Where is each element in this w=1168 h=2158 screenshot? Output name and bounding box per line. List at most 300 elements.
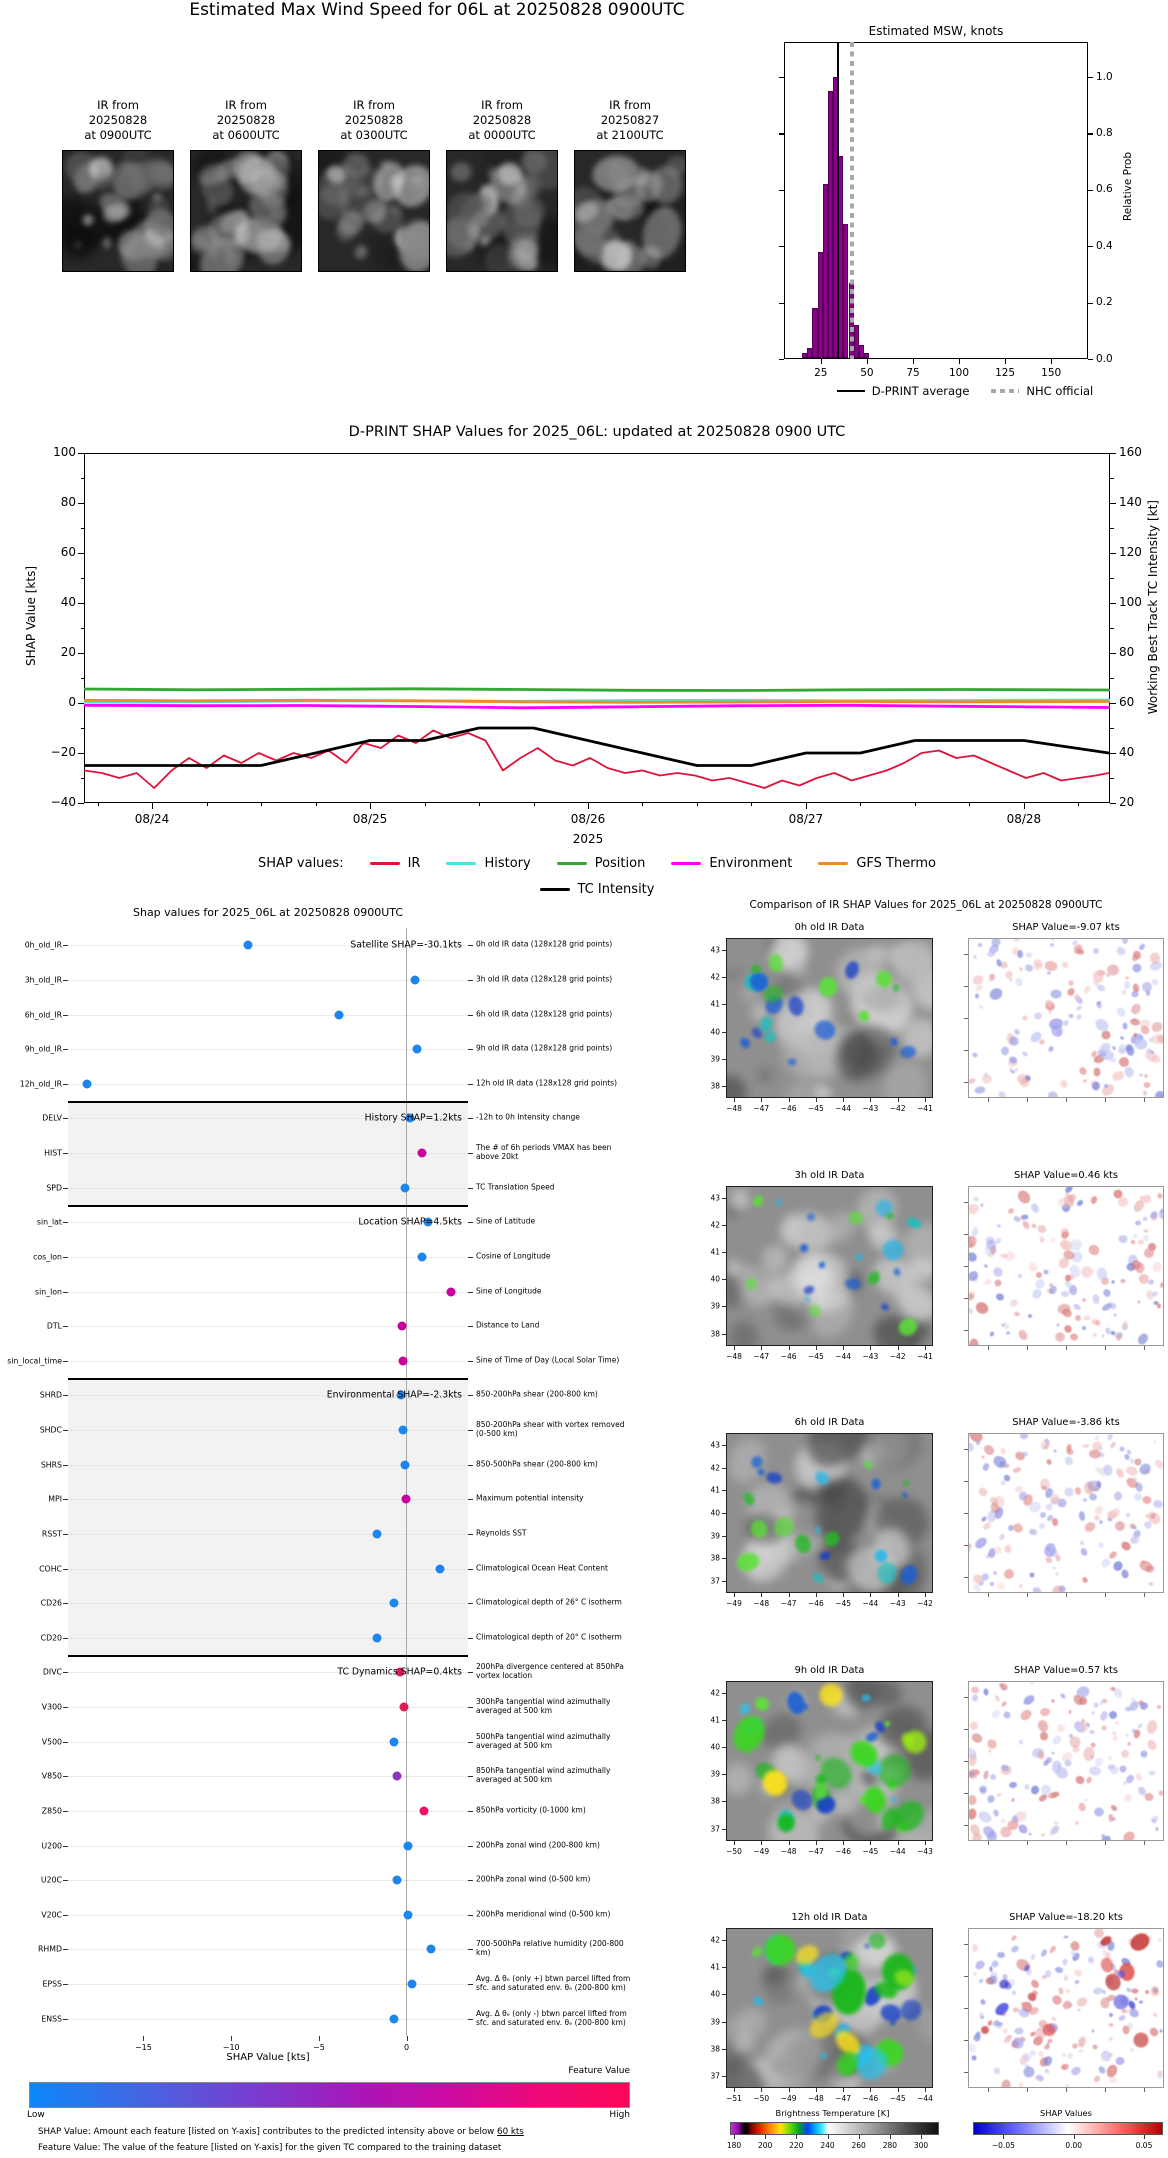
- ts-xtick-minor: [98, 803, 99, 806]
- texture-blob: [1013, 1311, 1020, 1317]
- texture-blob: [1083, 1497, 1088, 1502]
- shap-feature-name: V500: [41, 1737, 62, 1747]
- texture-blob: [1152, 978, 1159, 986]
- texture-blob: [1129, 1002, 1143, 1016]
- shap-xtick-label: −15: [134, 2043, 152, 2052]
- ir-map-lon-label: −45: [889, 2094, 906, 2103]
- texture-blob: [1092, 947, 1099, 954]
- ir-map-lon-tick: [843, 1593, 844, 1597]
- texture-blob: [1157, 1790, 1164, 1797]
- shap-feature-description: Climatological depth of 26° C isotherm: [476, 1597, 622, 1607]
- shap-map-xtick: [1066, 1098, 1067, 1102]
- ir-thumbnail-label-line: at 2100UTC: [596, 127, 664, 142]
- texture-blob: [996, 1224, 1001, 1229]
- shap-ytick-right: [468, 1430, 473, 1431]
- texture-blob: [1156, 1192, 1163, 1200]
- texture-blob: [738, 1036, 752, 1050]
- texture-blob: [1088, 1956, 1095, 1964]
- texture-blob: [1019, 967, 1023, 972]
- ir-satellite-thumbnail: [318, 150, 430, 272]
- histogram-xtick-label: 150: [1041, 367, 1062, 379]
- ir-data-map: [726, 1928, 933, 2088]
- texture-blob: [1106, 1433, 1114, 1441]
- ts-ytick-left: [78, 653, 84, 654]
- ts-legend-label: TC Intensity: [577, 882, 655, 897]
- texture-blob: [992, 1809, 999, 1817]
- ir-map-lon-tick: [789, 1593, 790, 1597]
- histogram-ylabel: Relative Prob: [1122, 152, 1134, 222]
- ir-map-lon-tick: [816, 2088, 817, 2092]
- texture-blob: [968, 1250, 979, 1263]
- texture-blob: [1056, 1323, 1060, 1327]
- texture-blob: [1069, 1285, 1077, 1295]
- texture-blob: [1102, 1288, 1112, 1298]
- texture-blob: [1091, 1082, 1099, 1091]
- shap-row-gridline: [68, 1880, 468, 1881]
- texture-blob: [1075, 1995, 1089, 2008]
- texture-blob: [1051, 1751, 1054, 1754]
- shap-value-map: [968, 1186, 1164, 1346]
- ts-legend-item: [557, 856, 646, 871]
- ir-map-lon-label: −49: [780, 2094, 797, 2103]
- shap-feature-description: 200hPa zonal wind (0-500 km): [476, 1874, 591, 1884]
- shap-xaxis-label: SHAP Value [kts]: [226, 2052, 310, 2063]
- texture-blob: [1121, 1279, 1126, 1283]
- shap-feature-description: 850-200hPa shear with vortex removed (0-500 km): [476, 1420, 625, 1439]
- ts-xtick-label: 08/28: [1006, 812, 1042, 826]
- footnote-feature-value: Feature Value: The value of the feature [listed on Y-axis] for the given TC compared to the training dataset: [38, 2143, 502, 2153]
- bt-colorbar-tick: [890, 2135, 891, 2139]
- shap-map-ytick: [964, 954, 968, 955]
- ir-map-lon-tick: [898, 1841, 899, 1845]
- texture-blob: [1130, 1239, 1136, 1245]
- shap-feature-name: DTL: [46, 1321, 62, 1331]
- ir-map-lon-label: −42: [889, 1104, 906, 1113]
- shap-dot: [427, 1945, 436, 1954]
- texture-blob: [1158, 1938, 1162, 1942]
- ir-map-lat-tick: [722, 1558, 726, 1559]
- nhc-official-swatch: [991, 389, 1019, 393]
- texture-blob: [1091, 2029, 1095, 2033]
- timeseries-ylabel-right: Working Best Track TC Intensity [kt]: [1146, 500, 1160, 715]
- ir-map-lon-label: −48: [807, 2094, 824, 2103]
- texture-blob: [1123, 1066, 1135, 1079]
- ts-xtick-label: 08/25: [352, 812, 388, 826]
- texture-blob: [1083, 1520, 1097, 1533]
- comparison-shap-title: SHAP Value=-9.07 kts: [1012, 922, 1120, 933]
- texture-blob: [1103, 1990, 1106, 1994]
- shap-section-divider: [68, 1378, 468, 1380]
- ts-xtick-minor: [534, 803, 535, 806]
- shap-ytick-left: [63, 1534, 68, 1535]
- texture-blob: [984, 1264, 989, 1269]
- shap-ytick-left: [63, 1742, 68, 1743]
- texture-blob: [1021, 2002, 1026, 2006]
- texture-blob: [1021, 1220, 1031, 1231]
- ir-map-lon-label: −44: [889, 1846, 906, 1856]
- ts-xtick-minor: [425, 803, 426, 806]
- texture-blob: [1142, 1193, 1152, 1204]
- texture-blob: [996, 2022, 1002, 2027]
- texture-blob: [975, 1441, 981, 1447]
- ir-map-lat-tick: [722, 1004, 726, 1005]
- ts-ytick-minor-right: [1110, 678, 1114, 679]
- texture-blob: [1136, 1332, 1150, 1346]
- texture-blob: [1099, 2049, 1113, 2063]
- ts-xtick-minor: [860, 803, 861, 806]
- bt-colorbar-title: Brightness Temperature [K]: [775, 2108, 890, 2118]
- histogram-bar: [864, 353, 869, 357]
- texture-blob: [1007, 1208, 1015, 1215]
- ts-ytick-right-label: 140: [1119, 495, 1142, 509]
- texture-blob: [1159, 1282, 1164, 1289]
- histogram-ytick-left: [779, 77, 784, 78]
- ir-thumbnail-label-line: at 0600UTC: [212, 127, 280, 142]
- texture-blob: [1160, 2029, 1164, 2033]
- texture-blob: [449, 160, 473, 182]
- shap-map-xtick: [1144, 2088, 1145, 2092]
- shap-section-bg: [68, 1378, 468, 1655]
- shap-feature-name: SHRS: [40, 1460, 62, 1470]
- texture-blob: [1156, 1704, 1161, 1709]
- shap-xtick-label: −10: [222, 2043, 240, 2052]
- ts-ytick-left: [78, 753, 84, 754]
- histogram-xtick-label: 25: [814, 367, 828, 379]
- shap-feature-description: Distance to Land: [476, 1320, 540, 1330]
- texture-blob: [1035, 2073, 1045, 2082]
- ir-thumbnail-label-line: IR from: [353, 98, 395, 112]
- texture-blob: [1039, 1236, 1046, 1243]
- histogram-legend-label: NHC official: [1026, 384, 1094, 398]
- texture-blob: [1139, 1074, 1143, 1077]
- texture-blob: [767, 954, 783, 974]
- comparison-ir-title: 0h old IR Data: [794, 922, 865, 933]
- shap-feature-name: RHMD: [37, 1944, 62, 1954]
- ir-map-lon-label: −44: [835, 1351, 851, 1361]
- texture-blob: [998, 1533, 1006, 1542]
- texture-blob: [968, 1307, 975, 1315]
- ir-map-lat-label: 43: [710, 945, 720, 955]
- shap-feature-name: sin_lat: [36, 1217, 62, 1227]
- shap-map-ytick: [964, 1761, 968, 1762]
- histogram-ytick-label: 0.6: [1096, 183, 1113, 196]
- texture-blob: [1134, 1481, 1143, 1493]
- histogram-ytick: [1088, 77, 1093, 78]
- texture-blob: [1068, 1013, 1073, 1018]
- histogram-ytick-left: [779, 190, 784, 191]
- texture-blob: [1044, 959, 1059, 971]
- histogram-ytick: [1088, 359, 1093, 360]
- shap-section-label: Satellite SHAP=-30.1kts: [350, 939, 462, 951]
- texture-blob: [1093, 1333, 1097, 1337]
- ts-ytick-left: [78, 703, 84, 704]
- shap-xtick: [407, 2036, 408, 2041]
- ir-map-lon-tick: [816, 1841, 817, 1845]
- histogram-xtick-label: 100: [948, 367, 970, 379]
- shap-row-gridline: [68, 1742, 468, 1743]
- bt-colorbar-tick: [796, 2135, 797, 2139]
- texture-blob: [1070, 1332, 1079, 1341]
- ir-map-lon-tick: [870, 1593, 871, 1597]
- texture-blob: [1047, 1089, 1060, 1098]
- ts-ytick-minor: [81, 628, 85, 629]
- ts-ytick-right-label: 120: [1119, 545, 1142, 559]
- bt-colorbar: [730, 2122, 939, 2135]
- texture-blob: [1003, 1711, 1011, 1719]
- shap-feature-description: 3h old IR data (128x128 grid points): [476, 974, 613, 984]
- texture-blob: [1113, 1313, 1117, 1318]
- ir-map-lon-tick: [761, 1841, 762, 1845]
- shap-feature-description: Sine of Time of Day (Local Solar Time): [476, 1355, 620, 1365]
- histogram-xtick-label: 125: [995, 367, 1016, 379]
- histogram-ytick-left: [779, 359, 784, 360]
- texture-blob: [1002, 1322, 1011, 1331]
- shap-ytick-left: [63, 1465, 68, 1466]
- texture-blob: [1147, 1279, 1155, 1286]
- texture-blob: [1075, 1821, 1080, 1826]
- shap-ytick-left: [63, 980, 68, 981]
- ir-map-lon-tick: [816, 1098, 817, 1102]
- texture-blob: [1061, 960, 1070, 969]
- ts-xtick-minor: [479, 803, 480, 806]
- shap-value-map: [968, 1928, 1164, 2088]
- texture-blob: [1063, 1486, 1076, 1499]
- texture-blob: [968, 1769, 978, 1780]
- texture-blob: [1142, 1217, 1148, 1223]
- shap-colorbar-tick-label: 0.00: [1065, 2141, 1083, 2150]
- shap-feature-name: SHDC: [39, 1425, 62, 1435]
- shap-map-ytick: [964, 1082, 968, 1083]
- shap-feature-description: 200hPa zonal wind (200-800 km): [476, 1840, 600, 1850]
- texture-blob: [1093, 1068, 1100, 1077]
- texture-blob: [1115, 1721, 1119, 1725]
- shap-colorbar-title: SHAP Values: [1040, 2108, 1092, 2118]
- texture-blob: [1059, 1078, 1069, 1089]
- histogram-legend-item: [991, 384, 1093, 398]
- shap-dot: [418, 1252, 427, 1261]
- texture-blob: [739, 1702, 752, 1716]
- texture-blob: [1047, 1045, 1054, 1053]
- texture-blob: [976, 1809, 993, 1825]
- shap-row-gridline: [68, 1049, 468, 1050]
- texture-blob: [1036, 1271, 1043, 1278]
- texture-blob: [1018, 2082, 1025, 2088]
- comparison-ir-title: 12h old IR Data: [791, 1912, 868, 1923]
- ts-xtick: [588, 803, 589, 809]
- ir-map-lon-tick: [898, 1346, 899, 1350]
- texture-blob: [968, 1720, 979, 1731]
- shap-feature-description: Climatological Ocean Heat Content: [476, 1563, 608, 1573]
- shap-ytick-right: [468, 1603, 473, 1604]
- ir-map-lat-label: 43: [710, 1440, 720, 1450]
- ir-map-lon-tick: [789, 1346, 790, 1350]
- shap-colorbar-tick: [1003, 2135, 1004, 2139]
- shap-ytick-left: [63, 1015, 68, 1016]
- shap-plot-title: Shap values for 2025_06L at 20250828 0900UTC: [132, 906, 404, 919]
- texture-blob: [855, 1254, 862, 1261]
- ir-thumbnail-label-line: IR from: [225, 98, 267, 112]
- ir-map-lon-label: −49: [726, 1599, 742, 1608]
- shap-ytick-left: [63, 1569, 68, 1570]
- histogram-ytick-label: 1.0: [1096, 70, 1113, 83]
- shap-feature-description: Avg. Δ θₑ (only +) btwn parcel lifted from sfc. and saturated env. θₑ (200-800 km): [476, 1974, 631, 1993]
- ir-map-lat-label: 41: [710, 1247, 720, 1257]
- ir-data-map: [726, 938, 933, 1098]
- texture-blob: [1135, 1772, 1144, 1782]
- shap-feature-description: The # of 6h periods VMAX has been above 20kt: [476, 1143, 612, 1162]
- shap-ytick-right: [468, 1880, 473, 1881]
- texture-blob: [1062, 2053, 1065, 2057]
- shap-ytick-left: [63, 1776, 68, 1777]
- ts-ytick-left: [78, 553, 84, 554]
- ts-ytick-left: [78, 503, 84, 504]
- texture-blob: [1094, 1435, 1100, 1441]
- texture-blob: [1154, 1090, 1164, 1098]
- histogram-ytick: [1088, 246, 1093, 247]
- texture-blob: [982, 1074, 993, 1084]
- ts-xtick-minor: [642, 803, 643, 806]
- shap-ytick-left: [63, 1188, 68, 1189]
- ir-map-lon-label: −42: [917, 1599, 933, 1608]
- texture-blob: [1028, 1528, 1037, 1536]
- texture-blob: [1011, 1798, 1015, 1803]
- texture-blob: [991, 1265, 1004, 1278]
- texture-blob: [973, 954, 978, 959]
- texture-blob: [968, 1808, 977, 1820]
- texture-blob: [1081, 1576, 1089, 1584]
- ts-legend-swatch: [370, 862, 400, 865]
- bt-colorbar-tick: [828, 2135, 829, 2139]
- texture-blob: [1075, 1005, 1082, 1012]
- texture-blob: [1115, 2057, 1125, 2066]
- ts-ytick-right-label: 100: [1119, 595, 1142, 609]
- histogram-xtick-label: 75: [906, 367, 920, 379]
- texture-blob: [1062, 1959, 1067, 1966]
- ts-ytick-right: [1110, 803, 1116, 804]
- ts-ytick-left-label: 20: [60, 645, 76, 659]
- shap-dot: [412, 1045, 421, 1054]
- ts-legend-item: [671, 856, 792, 871]
- ts-ytick-left-label: 100: [53, 445, 76, 459]
- shap-feature-description: 700-500hPa relative humidity (200-800 km): [476, 1939, 624, 1958]
- ir-satellite-thumbnail: [574, 150, 686, 272]
- histogram-ytick-left: [779, 246, 784, 247]
- texture-blob: [971, 1694, 979, 1702]
- shap-feature-description: 500hPa tangential wind azimuthally averaged at 500 km: [476, 1731, 611, 1750]
- ir-map-lon-label: −41: [917, 1104, 933, 1113]
- texture-blob: [981, 1455, 985, 1459]
- ir-map-lat-tick: [722, 1279, 726, 1280]
- shap-map-ytick: [964, 1298, 968, 1299]
- texture-blob: [1092, 2044, 1098, 2050]
- ts-ytick-left-label: 60: [60, 545, 76, 559]
- ir-satellite-thumbnail: [446, 150, 558, 272]
- texture-blob: [970, 1338, 979, 1346]
- ts-legend-item: [370, 856, 421, 871]
- ts-xtick-minor: [261, 803, 262, 806]
- shap-feature-name: DELV: [42, 1113, 62, 1123]
- ir-map-lon-label: −45: [807, 1104, 824, 1113]
- shap-feature-name: 0h_old_IR: [24, 940, 62, 950]
- shap-ytick-left: [63, 2019, 68, 2020]
- ir-map-lon-tick: [925, 1841, 926, 1845]
- ts-legend-label: History: [484, 856, 531, 871]
- texture-blob: [968, 1077, 976, 1085]
- page-title: Estimated Max Wind Speed for 06L at 20250828 0900UTC: [189, 0, 685, 20]
- shap-ytick-right: [468, 1742, 473, 1743]
- texture-blob: [1138, 942, 1146, 951]
- shap-xtick: [231, 2036, 232, 2041]
- ir-map-lon-tick: [761, 1346, 762, 1350]
- texture-blob: [1119, 1748, 1130, 1759]
- histogram-ytick-label: 0.4: [1096, 239, 1113, 252]
- texture-blob: [1038, 1039, 1045, 1046]
- shap-dot: [401, 1495, 410, 1504]
- ts-ytick-minor: [81, 678, 85, 679]
- histogram-xtick: [959, 359, 960, 364]
- texture-blob: [1102, 1698, 1108, 1704]
- texture-blob: [1063, 1975, 1068, 1982]
- ts-legend-row2: [84, 882, 1110, 897]
- shap-row-gridline: [68, 1949, 468, 1950]
- ir-map-lon-label: −50: [753, 2094, 770, 2103]
- ir-map-lat-label: 42: [710, 1935, 720, 1945]
- ir-map-lat-label: 38: [710, 1329, 720, 1338]
- texture-blob: [880, 1302, 890, 1312]
- histogram-title: Estimated MSW, knots: [868, 24, 1004, 38]
- texture-blob: [1108, 1755, 1113, 1760]
- texture-blob: [1030, 1953, 1036, 1960]
- ir-data-map: [726, 1433, 933, 1593]
- ir-map-lon-label: −44: [862, 1599, 879, 1608]
- texture-blob: [1155, 1958, 1164, 1969]
- shap-ytick-right: [468, 1569, 473, 1570]
- texture-blob: [1068, 1709, 1072, 1714]
- shap-dot: [390, 1737, 399, 1746]
- ir-map-lat-tick: [722, 1536, 726, 1537]
- texture-blob: [1012, 1466, 1022, 1474]
- shap-feature-description: 850hPa tangential wind azimuthally averaged at 500 km: [476, 1766, 611, 1785]
- shap-row-gridline: [68, 1326, 468, 1327]
- texture-blob: [1030, 1288, 1043, 1301]
- ir-thumbnail-label: [182, 98, 310, 143]
- shap-map-ytick: [964, 1330, 968, 1331]
- shap-ytick-left: [63, 1292, 68, 1293]
- shap-xtick-label: −5: [312, 2043, 325, 2052]
- ir-map-lat-tick: [722, 2049, 726, 2050]
- shap-feature-name: ENSS: [41, 2014, 62, 2024]
- shap-section-label: TC Dynamics SHAP=0.4kts: [337, 1666, 462, 1678]
- ir-map-lon-label: −42: [889, 1351, 906, 1361]
- ir-map-lon-label: −46: [780, 1351, 797, 1361]
- ts-legend-swatch: [671, 862, 701, 865]
- texture-blob: [1075, 1198, 1084, 1206]
- shap-map-ytick: [964, 1697, 968, 1698]
- texture-blob: [1009, 978, 1013, 982]
- shap-map-ytick: [964, 2008, 968, 2009]
- texture-blob: [1006, 1331, 1011, 1336]
- ir-map-lon-tick: [898, 1593, 899, 1597]
- texture-blob: [1050, 943, 1055, 947]
- texture-blob: [871, 1478, 881, 1490]
- ir-map-lat-tick: [722, 1994, 726, 1995]
- histogram-ytick: [1088, 190, 1093, 191]
- ir-map-lon-label: −43: [917, 1846, 933, 1856]
- texture-blob: [1092, 2074, 1101, 2083]
- ts-ytick-left: [78, 803, 84, 804]
- shap-dot: [392, 1772, 401, 1781]
- ir-map-lon-tick: [761, 2088, 762, 2092]
